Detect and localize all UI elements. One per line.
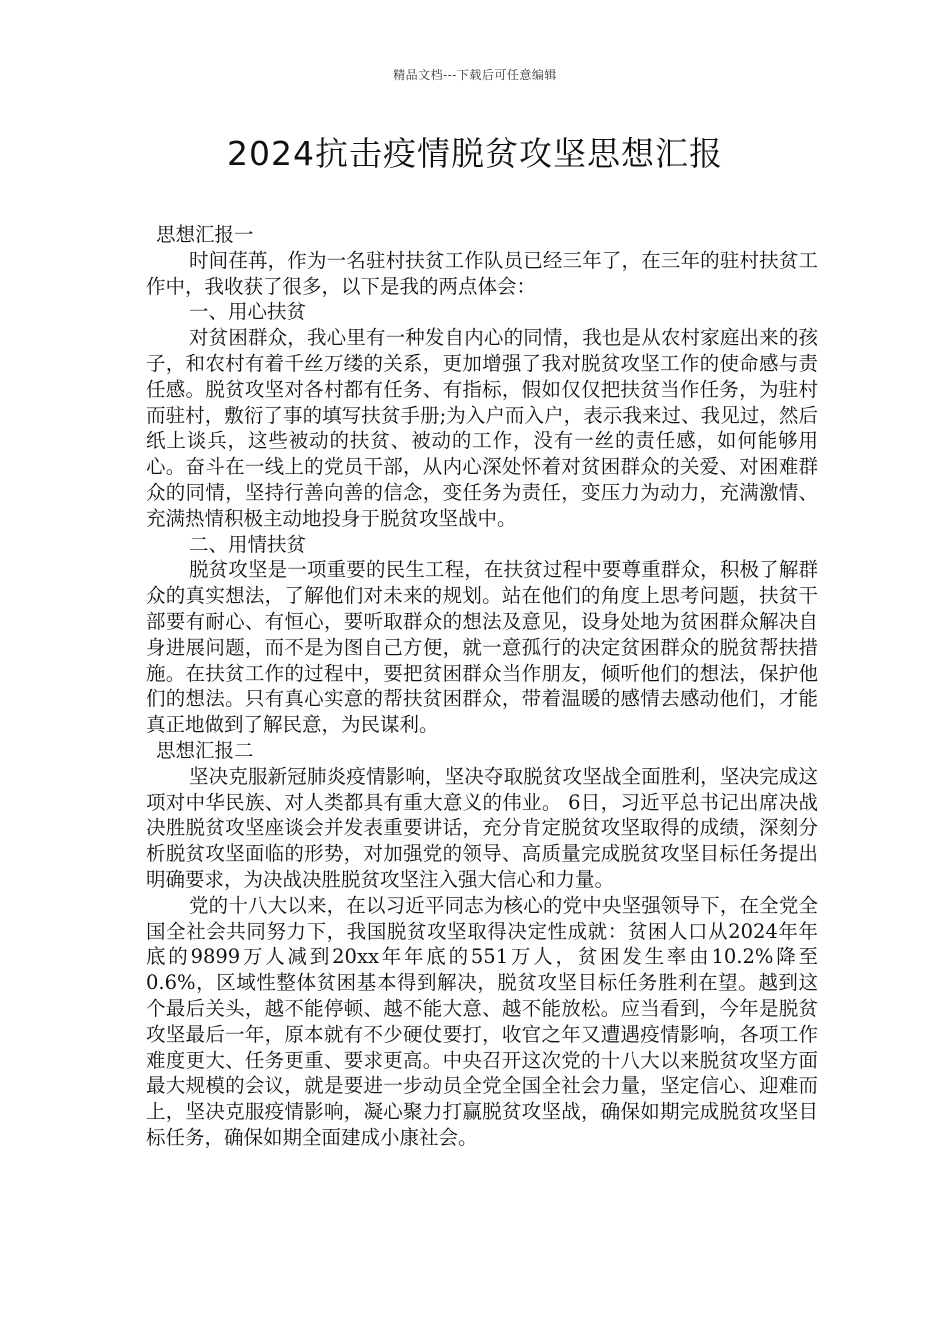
report1-point2-heading: 二、用情扶贫 [189,532,307,556]
report2-para2: 党的十八大以来，在以习近平同志为核心的党中央坚强领导下，在全党全国全社会共同努力下，我国脱贫攻坚取得决定性成就：贫困人口从2024年年底的9899万人减到20xx年年底的551万人，贫困发生率由10.2%降至0.6%，区域性整体贫困基本得到解决，脱贫攻坚目标任务胜利在望。越到这个最后关头，越不能停顿、越不能大意、越不能放松。应当看到，今年是脱贫攻坚最后一年，原本就有不少硬仗要打，收官之年又遭遇疫情影响，各项工作难度更大、任务更重、要求更高。中央召开这次党的十八大以来脱贫攻坚方面最大规模的会议，就是要进一步动员全党全国全社会力量，坚定信心、迎难而上，坚决克服疫情影响，凝心聚力打赢脱贫攻坚战，确保如期完成脱贫攻坚目标任务，确保如期全面建成小康社会。 [146,893,818,1149]
header-note: 精品文档---下载后可任意编辑 [393,68,557,82]
report2-heading: 思想汇报二 [156,738,254,762]
report1-point2-text: 脱贫攻坚是一项重要的民生工程，在扶贫过程中要尊重群众，积极了解群众的真实想法，了解他们对未来的规划。站在他们的角度上思考问题，扶贫干部要有耐心、有恒心，要听取群众的想法及意见，设身处地为贫困群众解决自身进展问题，而不是为图自己方便，就一意孤行的决定贫困群众的脱贫帮扶措施。在扶贫工作的过程中，要把贫困群众当作朋友，倾听他们的想法，保护他们的想法。只有真心实意的帮扶贫困群众，带着温暖的感情去感动他们，才能真正地做到了解民意，为民谋利。 [146,558,818,737]
report1-point1-heading: 一、用心扶贫 [189,300,307,324]
report1-heading: 思想汇报一 [156,223,254,246]
report1-point1-text: 对贫困群众，我心里有一种发自内心的同情，我也是从农村家庭出来的孩子，和农村有着千丝万缕的关系，更加增强了我对脱贫攻坚工作的使命感与责任感。脱贫攻坚对各村都有任务、有指标，假如仅仅把扶贫当作任务，为驻村而驻村，敷衍了事的填写扶贫手册;为入户而入户，表示我来过、我见过，然后纸上谈兵，这些被动的扶贫、被动的工作，没有一丝的责任感，如何能够用心。奋斗在一线上的党员干部，从内心深处怀着对贫困群众的关爱、对困难群众的同情，坚持行善向善的信念，变任务为责任，变压力为动力，充满激情、充满热情积极主动地投身于脱贫攻坚战中。 [146,326,818,530]
document-body [146,222,818,1151]
report2-para1: 坚决克服新冠肺炎疫情影响，坚决夺取脱贫攻坚战全面胜利，坚决完成这项对中华民族、对人类都具有重大意义的伟业。 6日，习近平总书记出席决战决胜脱贫攻坚座谈会并发表重要讲话，充分肯定脱贫攻坚取得的成绩，深刻分析脱贫攻坚面临的形势，对加强党的领导、高质量完成脱贫攻坚目标任务提出明确要求，为决战决胜脱贫攻坚注入强大信心和力量。 [146,764,818,891]
report1-intro: 时间荏苒，作为一名驻村扶贫工作队员已经三年了，在三年的驻村扶贫工作中，我收获了很多，以下是我的两点体会： [146,248,818,298]
document-title: 2024抗击疫情脱贫攻坚思想汇报 [227,134,723,173]
